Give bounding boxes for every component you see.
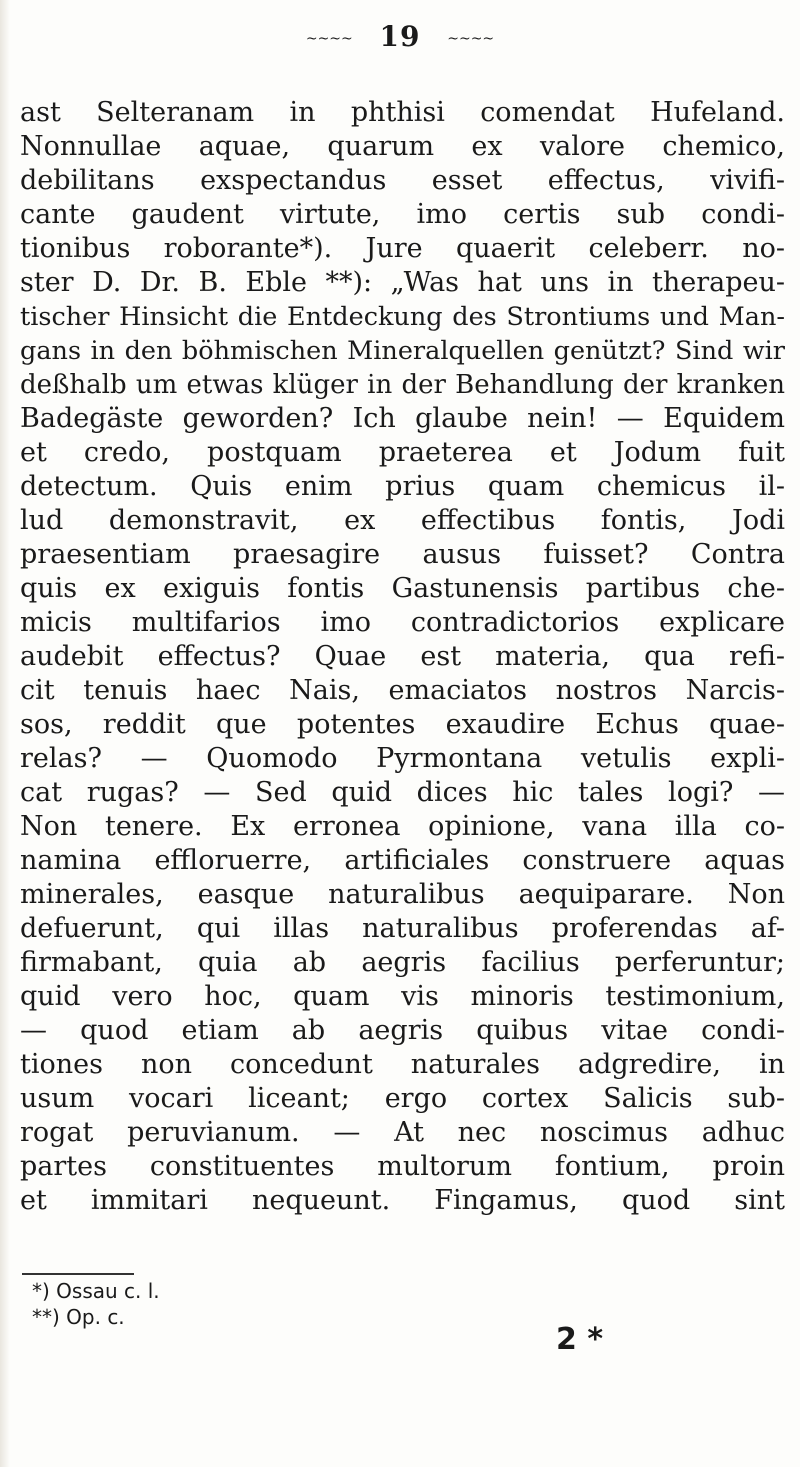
text-line: minerales, easque naturalibus aequiparare. Non <box>20 879 785 910</box>
text-line: ast Selteranam in phthisi comendat Hufeland. <box>20 97 785 128</box>
text-line: — quod etiam ab aegris quibus vitae condi- <box>20 1015 785 1046</box>
header-ornament-left: ~~~~ <box>305 30 353 47</box>
footnote: *) Ossau c. l. <box>32 1279 160 1303</box>
text-line: et immitari nequeunt. Fingamus, quod sint <box>20 1185 785 1216</box>
text-line: Nonnullae aquae, quarum ex valore chemico, <box>20 131 785 162</box>
text-line: tischer Hinsicht die Entdeckung des Strontiums und Man- <box>20 302 785 332</box>
text-line: et credo, postquam praeterea et Jodum fuit <box>20 437 785 468</box>
text-line: tiones non concedunt naturales adgredire, in <box>20 1049 785 1080</box>
text-line: lud demonstravit, ex effectibus fontis, Jodi <box>20 505 785 536</box>
footnotes <box>32 1278 160 1330</box>
text-line: debilitans exspectandus esset effectus, vivifi- <box>20 165 785 196</box>
text-line: micis multifarios imo contradictorios explicare <box>20 607 785 638</box>
text-line: deßhalb um etwas klüger in der Behandlung der kranken <box>20 370 785 400</box>
text-line: defuerunt, qui illas naturalibus proferendas af- <box>20 913 785 944</box>
signature-mark: 2 * <box>556 1322 604 1357</box>
text-line: audebit effectus? Quae est materia, qua refi- <box>20 641 785 672</box>
text-line: cat rugas? — Sed quid dices hic tales logi? — <box>20 777 785 808</box>
text-line: detectum. Quis enim prius quam chemicus il- <box>20 471 785 502</box>
text-line: Non tenere. Ex erronea opinione, vana illa co- <box>20 811 785 842</box>
footnote-rule <box>22 1273 134 1275</box>
text-line: rogat peruvianum. — At nec noscimus adhuc <box>20 1117 785 1148</box>
text-line: ster D. Dr. B. Eble **): „Was hat uns in therapeu- <box>20 267 785 298</box>
text-line: sos, reddit que potentes exaudire Echus quae- <box>20 709 785 740</box>
text-line: relas? — Quomodo Pyrmontana vetulis expli- <box>20 743 785 774</box>
text-line: cante gaudent virtute, imo certis sub condi- <box>20 199 785 230</box>
text-line: firmabant, quia ab aegris facilius perferuntur; <box>20 947 785 978</box>
page-number: 19 <box>379 20 421 53</box>
footnote: **) Op. c. <box>32 1305 125 1329</box>
text-line: gans in den böhmischen Mineralquellen genützt? Sind wir <box>20 336 785 366</box>
text-line: quid vero hoc, quam vis minoris testimonium, <box>20 981 785 1012</box>
text-line: cit tenuis haec Nais, emaciatos nostros Narcis- <box>20 675 785 706</box>
text-line: Badegäste geworden? Ich glaube nein! — Equidem <box>20 403 785 434</box>
page-gutter-shadow <box>0 0 10 1467</box>
page-header <box>0 20 800 53</box>
text-line: quis ex exiguis fontis Gastunensis partibus che- <box>20 573 785 604</box>
header-ornament-right: ~~~~ <box>447 30 495 47</box>
text-line: tionibus roborante*). Jure quaerit celeberr. no- <box>20 233 785 264</box>
text-line: partes constituentes multorum fontium, proin <box>20 1151 785 1182</box>
main-text <box>20 96 785 1218</box>
text-line: praesentiam praesagire ausus fuisset? Contra <box>20 539 785 570</box>
text-line: usum vocari liceant; ergo cortex Salicis sub- <box>20 1083 785 1114</box>
text-line: namina effloruerre, artificiales construere aquas <box>20 845 785 876</box>
